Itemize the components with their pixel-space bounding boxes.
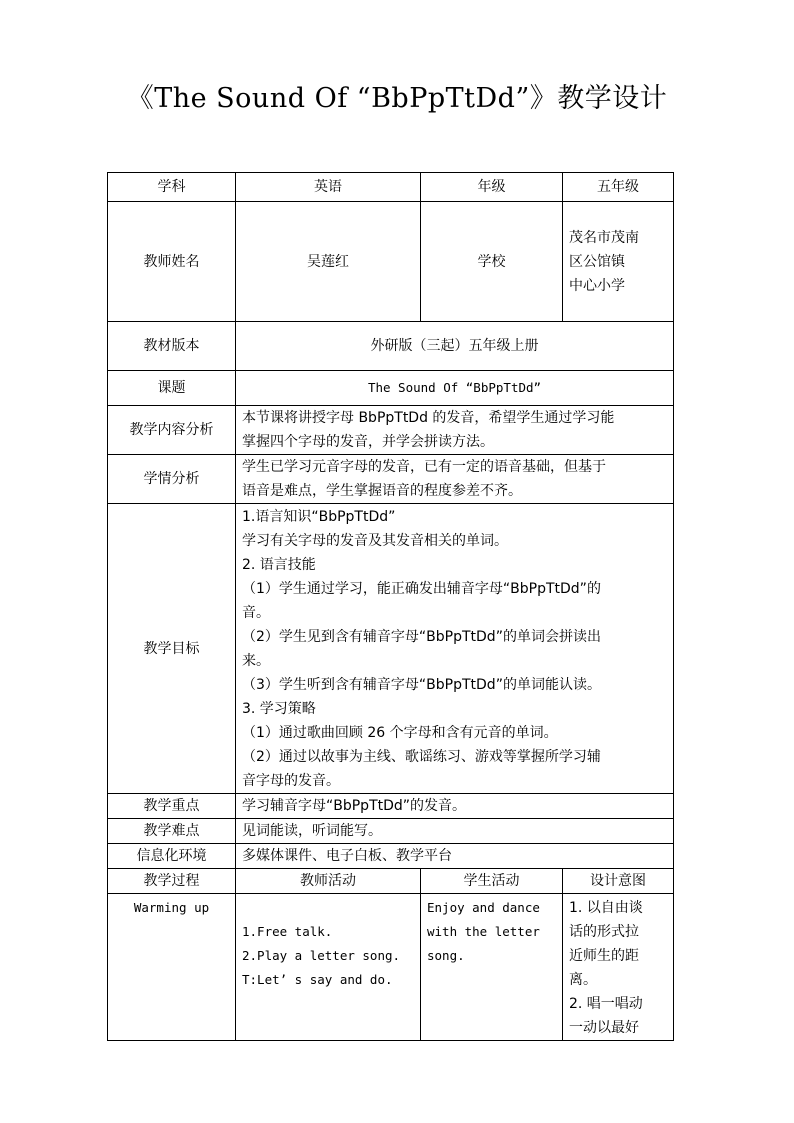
row-content-analysis	[108, 406, 674, 455]
subject-value: 英语	[236, 173, 421, 202]
text-line: （1）学生通过学习，能正确发出辅音字母“BbPpTtDd”的	[242, 580, 601, 597]
row-focus	[108, 794, 674, 819]
difficulty-label: 教学难点	[108, 819, 236, 844]
grade-value: 五年级	[563, 173, 674, 202]
school-label: 学校	[421, 202, 563, 322]
text-line: 来。	[242, 652, 270, 669]
text-line: 离。	[569, 972, 597, 988]
row-subject-grade	[108, 173, 674, 202]
school-line: 茂名市茂南	[569, 229, 639, 246]
text-line: 话的形式拉	[569, 924, 639, 940]
textbook-value: 外研版（三起）五年级上册	[236, 322, 674, 371]
objectives-text	[236, 504, 674, 794]
subject-label: 学科	[108, 173, 236, 202]
text-line: T:Let’ s say and do.	[242, 972, 393, 987]
text-line: （3）学生听到含有辅音字母“BbPpTtDd”的单词能认读。	[242, 676, 601, 693]
row-process-headers	[108, 869, 674, 894]
text-line: 2. 唱一唱动	[569, 996, 643, 1012]
teacher-activity	[236, 894, 421, 1041]
text-line: 学习有关字母的发音及其发音相关的单词。	[242, 532, 508, 549]
text-line: 1.Free talk.	[242, 924, 333, 939]
content-analysis-text	[236, 406, 674, 455]
topic-label: 课题	[108, 371, 236, 406]
process-header: 学生活动	[421, 869, 563, 894]
text-line: 近师生的距	[569, 948, 639, 964]
row-textbook	[108, 322, 674, 371]
teacher-label: 教师姓名	[108, 202, 236, 322]
row-student-analysis	[108, 455, 674, 504]
teacher-value: 吴莲红	[236, 202, 421, 322]
row-topic	[108, 371, 674, 406]
text-line: 2. 语言技能	[242, 556, 316, 573]
student-activity	[421, 894, 563, 1041]
content-analysis-label: 教学内容分析	[108, 406, 236, 455]
row-teacher-school	[108, 202, 674, 322]
lesson-plan-table	[107, 172, 674, 1041]
text-line: 3. 学习策略	[242, 700, 316, 717]
environment-label: 信息化环境	[108, 844, 236, 869]
grade-label: 年级	[421, 173, 563, 202]
row-objectives	[108, 504, 674, 794]
text-line: 音。	[242, 604, 270, 621]
text-line: 2.Play a letter song.	[242, 948, 401, 963]
text-line: 语音是难点，学生掌握语音的程度参差不齐。	[242, 483, 522, 499]
process-header: 设计意图	[563, 869, 674, 894]
process-header: 教师活动	[236, 869, 421, 894]
text-line: 1.语言知识“BbPpTtDd”	[242, 508, 396, 525]
process-header: 教学过程	[108, 869, 236, 894]
focus-value: 学习辅音字母“BbPpTtDd”的发音。	[236, 794, 674, 819]
school-value	[563, 202, 674, 322]
design-intent	[563, 894, 674, 1041]
text-line: （2）通过以故事为主线、歌谣练习、游戏等掌握所学习辅	[242, 748, 601, 765]
text-line: 掌握四个字母的发音，并学会拼读方法。	[242, 434, 494, 450]
row-environment	[108, 844, 674, 869]
topic-value: The Sound Of “BbPpTtDd”	[236, 371, 674, 406]
student-analysis-text	[236, 455, 674, 504]
text-line: （2）学生见到含有辅音字母“BbPpTtDd”的单词会拼读出	[242, 628, 601, 645]
document-title: 《The Sound Of “BbPpTtDd”》教学设计	[126, 83, 668, 114]
text-line: 学生已学习元音字母的发音，已有一定的语音基础，但基于	[242, 459, 606, 475]
textbook-label: 教材版本	[108, 322, 236, 371]
school-line: 中心小学	[569, 277, 625, 294]
text-line: 本节课将讲授字母 BbPpTtDd 的发音，希望学生通过学习能	[242, 410, 615, 426]
objectives-label: 教学目标	[108, 504, 236, 794]
text-line: Enjoy and dance	[427, 900, 540, 915]
environment-value: 多媒体课件、电子白板、教学平台	[236, 844, 674, 869]
row-warming-up	[108, 894, 674, 1041]
text-line: （1）通过歌曲回顾 26 个字母和含有元音的单词。	[242, 724, 558, 741]
focus-label: 教学重点	[108, 794, 236, 819]
text-line: with the letter	[427, 924, 540, 939]
difficulty-value: 见词能读，听词能写。	[236, 819, 674, 844]
text-line: 一动以最好	[569, 1020, 639, 1036]
student-analysis-label: 学情分析	[108, 455, 236, 504]
text-line: 1. 以自由谈	[569, 900, 643, 916]
stage-name: Warming up	[108, 894, 236, 1041]
text-line: song.	[427, 948, 465, 963]
row-difficulty	[108, 819, 674, 844]
school-line: 区公馆镇	[569, 253, 625, 270]
text-line: 音字母的发音。	[242, 772, 340, 789]
